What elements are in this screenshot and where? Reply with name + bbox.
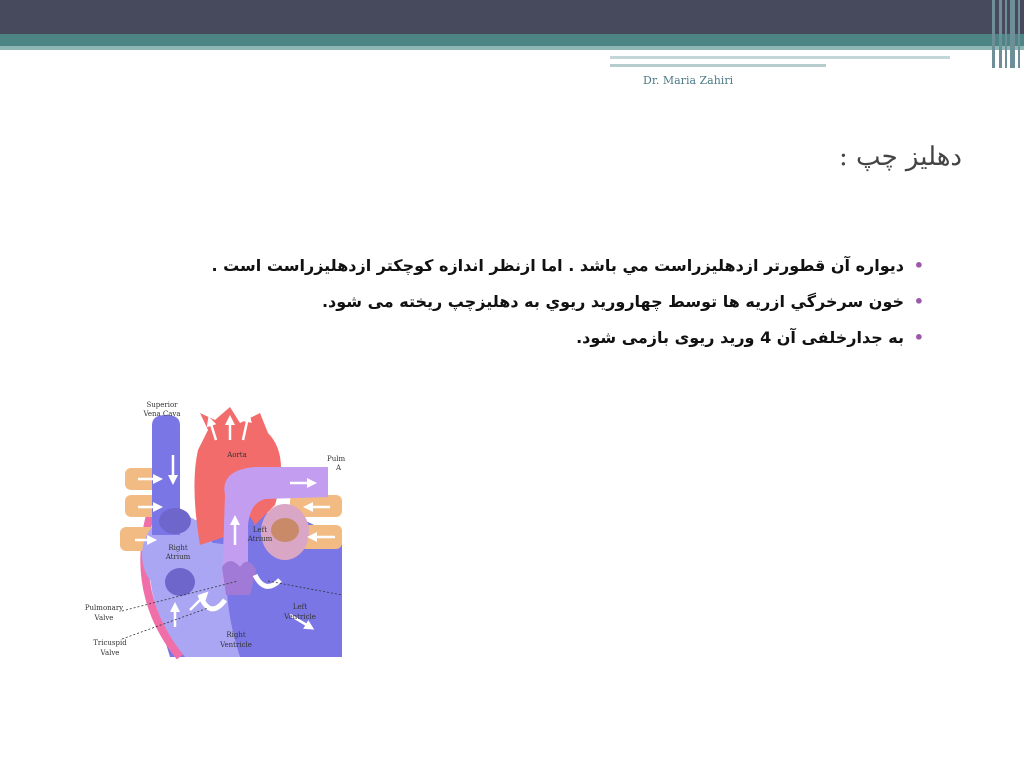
label-superior: Superior [146,401,178,409]
bullet-text: به جدارخلفی آن 4 ورید ریوی بازمی شود. [576,328,904,347]
label-pulmonary: Pulmonary [84,604,124,612]
author-name: Dr. Maria Zahiri [643,74,734,87]
light-accent-bar [0,46,1024,50]
label-tricuspid: Tricuspid [93,639,127,647]
label-left-ventricle: Ventricle [284,613,316,621]
label-left-atrium: Atrium [247,535,273,543]
label-left-1: Left [252,526,268,534]
label-right-2: Right [226,631,246,639]
heart-diagram [80,395,346,661]
bullet-dot-icon: • [913,256,924,275]
label-right-1: Right [168,544,188,552]
label-vena-cava: Vena Cava [143,410,181,418]
decor-line [610,64,826,67]
bullet-text: خون سرخرگي ازريه ها توسط چهارورید ريوي به دهلیزچپ ریخته می شود. [321,292,904,311]
slide-title: دهلیز چپ : [839,142,962,172]
label-right-ventricle: Ventricle [220,641,252,649]
label-right-atrium: Atrium [165,553,191,561]
decor-line [610,56,950,59]
bullet-item [204,256,924,276]
corner-stripes [990,0,1024,68]
label-pulmonary-artery-1: Pulm [327,455,346,463]
label-aorta: Aorta [227,451,247,459]
bullet-list [204,256,924,364]
teal-accent-bar [0,34,1024,46]
top-dark-bar [0,0,1024,34]
bullet-dot-icon: • [913,292,924,311]
bullet-text: دیواره آن قطورتر ازدهلیزراست مي باشد . اما ازنظر اندازه کوچکتر ازدهلیزراست است . [211,256,904,275]
label-pulmonary-artery-2: A [336,464,342,472]
bullet-item [204,328,924,348]
label-tricuspid-valve: Valve [100,649,120,657]
label-pulmonary-valve: Valve [94,614,114,622]
label-left-2: Left [292,603,308,611]
bullet-item [204,292,924,312]
bullet-dot-icon: • [913,328,924,347]
